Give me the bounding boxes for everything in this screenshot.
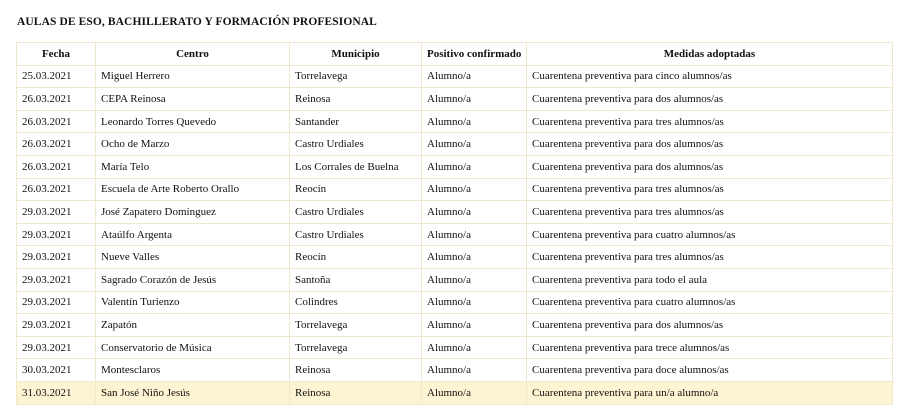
cell-medidas: Cuarentena preventiva para cuatro alumnos/as [527, 223, 893, 246]
cell-fecha: 26.03.2021 [17, 178, 96, 201]
cell-positivo: Alumno/a [422, 178, 527, 201]
cell-fecha: 26.03.2021 [17, 155, 96, 178]
cell-centro: CEPA Reinosa [96, 88, 290, 111]
cell-positivo: Alumno/a [422, 291, 527, 314]
cell-positivo: Alumno/a [422, 268, 527, 291]
table-row [17, 223, 893, 246]
cell-fecha: 29.03.2021 [17, 201, 96, 224]
cell-municipio: Reinosa [290, 88, 422, 111]
cell-positivo: Alumno/a [422, 359, 527, 382]
table-row [17, 155, 893, 178]
cell-municipio: Santoña [290, 268, 422, 291]
table-body [17, 65, 893, 404]
cell-centro: Miguel Herrero [96, 65, 290, 88]
cell-centro: Nueve Valles [96, 246, 290, 269]
column-header-fecha: Fecha [17, 43, 96, 66]
cell-medidas: Cuarentena preventiva para tres alumnos/as [527, 110, 893, 133]
cell-centro: San José Niño Jesús [96, 381, 290, 404]
cell-centro: María Telo [96, 155, 290, 178]
cell-positivo: Alumno/a [422, 88, 527, 111]
positives-table [16, 42, 893, 405]
cell-fecha: 25.03.2021 [17, 65, 96, 88]
table-row [17, 336, 893, 359]
cell-positivo: Alumno/a [422, 246, 527, 269]
cell-fecha: 29.03.2021 [17, 291, 96, 314]
table-row [17, 246, 893, 269]
cell-fecha: 26.03.2021 [17, 133, 96, 156]
column-header-centro: Centro [96, 43, 290, 66]
cell-municipio: Castro Urdiales [290, 133, 422, 156]
cell-centro: Conservatorio de Música [96, 336, 290, 359]
table-row [17, 291, 893, 314]
cell-centro: José Zapatero Domínguez [96, 201, 290, 224]
cell-medidas: Cuarentena preventiva para tres alumnos/as [527, 201, 893, 224]
column-header-municipio: Municipio [290, 43, 422, 66]
cell-fecha: 31.03.2021 [17, 381, 96, 404]
cell-positivo: Alumno/a [422, 223, 527, 246]
table-row [17, 314, 893, 337]
cell-medidas: Cuarentena preventiva para trece alumnos/as [527, 336, 893, 359]
cell-municipio: Reinosa [290, 381, 422, 404]
header-row [17, 43, 893, 66]
cell-municipio: Castro Urdiales [290, 223, 422, 246]
table-header [17, 43, 893, 66]
cell-medidas: Cuarentena preventiva para cuatro alumnos/as [527, 291, 893, 314]
cell-positivo: Alumno/a [422, 201, 527, 224]
cell-medidas: Cuarentena preventiva para tres alumnos/as [527, 178, 893, 201]
table-row-highlighted [17, 381, 893, 404]
cell-positivo: Alumno/a [422, 133, 527, 156]
cell-centro: Leonardo Torres Quevedo [96, 110, 290, 133]
cell-fecha: 30.03.2021 [17, 359, 96, 382]
table-row [17, 88, 893, 111]
table-row [17, 133, 893, 156]
cell-medidas: Cuarentena preventiva para dos alumnos/as [527, 133, 893, 156]
page-title: AULAS DE ESO, BACHILLERATO Y FORMACIÓN PROFESIONAL [17, 16, 377, 28]
cell-municipio: Reinosa [290, 359, 422, 382]
cell-fecha: 29.03.2021 [17, 336, 96, 359]
cell-centro: Montesclaros [96, 359, 290, 382]
cell-municipio: Santander [290, 110, 422, 133]
table-row [17, 178, 893, 201]
table-row [17, 65, 893, 88]
table-row [17, 110, 893, 133]
cell-positivo: Alumno/a [422, 155, 527, 178]
cell-positivo: Alumno/a [422, 110, 527, 133]
cell-medidas: Cuarentena preventiva para dos alumnos/as [527, 155, 893, 178]
cell-municipio: Reocín [290, 178, 422, 201]
cell-centro: Zapatón [96, 314, 290, 337]
cell-centro: Escuela de Arte Roberto Orallo [96, 178, 290, 201]
table-row [17, 201, 893, 224]
cell-municipio: Los Corrales de Buelna [290, 155, 422, 178]
cell-centro: Ataúlfo Argenta [96, 223, 290, 246]
table-row [17, 359, 893, 382]
cell-medidas: Cuarentena preventiva para tres alumnos/as [527, 246, 893, 269]
cell-municipio: Castro Urdiales [290, 201, 422, 224]
cell-centro: Valentín Turienzo [96, 291, 290, 314]
cell-municipio: Torrelavega [290, 65, 422, 88]
cell-positivo: Alumno/a [422, 65, 527, 88]
cell-medidas: Cuarentena preventiva para dos alumnos/as [527, 88, 893, 111]
cell-fecha: 29.03.2021 [17, 268, 96, 291]
cell-medidas: Cuarentena preventiva para dos alumnos/as [527, 314, 893, 337]
cell-centro: Ocho de Marzo [96, 133, 290, 156]
cell-positivo: Alumno/a [422, 381, 527, 404]
column-header-medidas-adoptadas: Medidas adoptadas [527, 43, 893, 66]
cell-positivo: Alumno/a [422, 314, 527, 337]
cell-fecha: 26.03.2021 [17, 88, 96, 111]
cell-fecha: 26.03.2021 [17, 110, 96, 133]
cell-centro: Sagrado Corazón de Jesús [96, 268, 290, 291]
cell-municipio: Torrelavega [290, 336, 422, 359]
cell-medidas: Cuarentena preventiva para doce alumnos/as [527, 359, 893, 382]
cell-fecha: 29.03.2021 [17, 223, 96, 246]
cell-municipio: Torrelavega [290, 314, 422, 337]
cell-municipio: Reocín [290, 246, 422, 269]
column-header-positivo-confirmado: Positivo confirmado [422, 43, 527, 66]
cell-medidas: Cuarentena preventiva para cinco alumnos/as [527, 65, 893, 88]
table-row [17, 268, 893, 291]
cell-medidas: Cuarentena preventiva para un/a alumno/a [527, 381, 893, 404]
cell-fecha: 29.03.2021 [17, 246, 96, 269]
cell-fecha: 29.03.2021 [17, 314, 96, 337]
cell-positivo: Alumno/a [422, 336, 527, 359]
cell-medidas: Cuarentena preventiva para todo el aula [527, 268, 893, 291]
cell-municipio: Colindres [290, 291, 422, 314]
